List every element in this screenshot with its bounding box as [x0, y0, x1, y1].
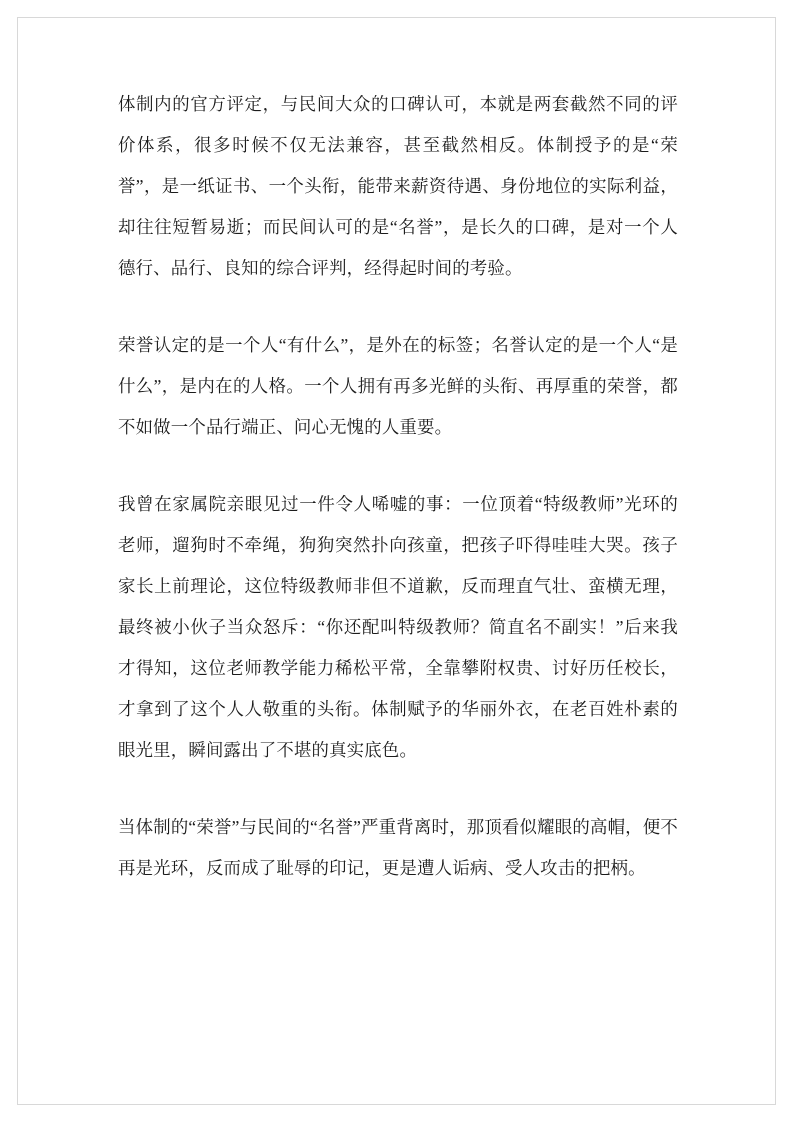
paragraph: 当体制的“荣誉”与民间的“名誉”严重背离时，那顶看似耀眼的高帽，便不再是光环，反而成了耻辱的印记，更是遭人诟病、受人攻击的把柄。 — [118, 817, 678, 878]
paragraph: 体制内的官方评定，与民间大众的口碑认可，本就是两套截然不同的评价体系，很多时候不仅无法兼容，甚至截然相反。体制授予的是“荣誉”，是一纸证书、一个头衔，能带来薪资待遇、身份地位的实际利益，却往往短暂易逝；而民间认可的是“名誉”，是长久的口碑，是对一个人德行、品行、良知的综合评判，经得起时间的考验。 — [118, 94, 678, 278]
paragraph: 我曾在家属院亲眼见过一件令人唏嘘的事：一位顶着“特级教师”光环的老师，遛狗时不牵绳，狗狗突然扑向孩童，把孩子吓得哇哇大哭。孩子家长上前理论，这位特级教师非但不道歉，反而理直气壮、蛮横无理，最终被小伙子当众怒斥：“你还配叫特级教师？简直名不副实！”后来我才得知，这位老师教学能力稀松平常，全靠攀附权贵、讨好历任校长，才拿到了这个人人敬重的头衔。体制赋予的华丽外衣，在老百姓朴素的眼光里，瞬间露出了不堪的真实底色。 — [118, 494, 678, 760]
paragraph: 荣誉认定的是一个人“有什么”，是外在的标签；名誉认定的是一个人“是什么”，是内在的人格。一个人拥有再多光鲜的头衔、再厚重的荣誉，都不如做一个品行端正、问心无愧的人重要。 — [118, 335, 678, 437]
document-body — [118, 84, 678, 889]
